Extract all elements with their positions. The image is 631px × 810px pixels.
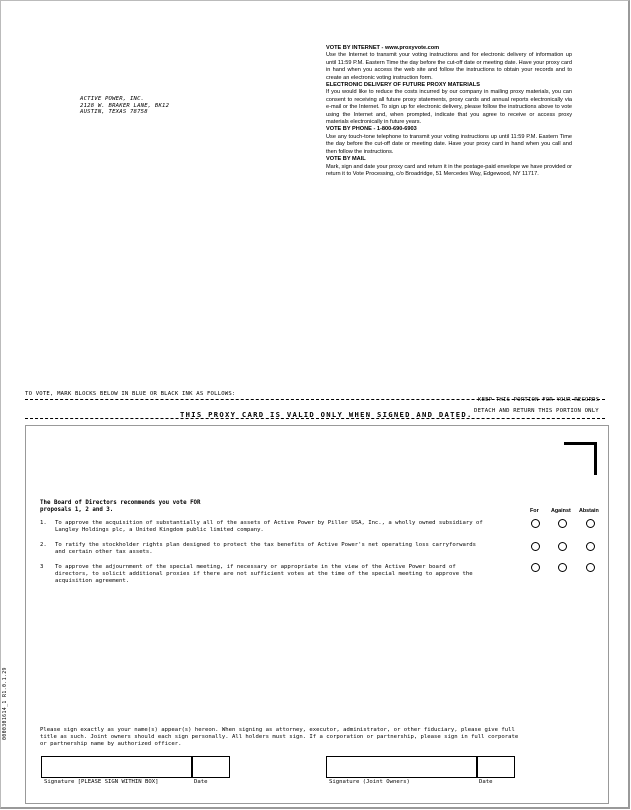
proposal-1-text: To approve the acquisition of substantially all of the assets of Active Power by Piller USA, Inc., a wholly owned subsidiary of Langley Holdings plc, a United Kingdom public limited company. [55,520,483,533]
date-2-label: Date [479,779,493,785]
electronic-delivery-text: If you would like to reduce the costs incurred by our company in mailing proxy materials, you can consent to receiving all future proxy statements, proxy cards and annual reports electronically via e-mail or the Internet. To sign up for electronic delivery, please follow the instructions above to vote using the Internet and, when prompted, indicate that you agree to receive or access proxy materials electronically in future years. [326,89,572,126]
column-for: For [530,508,539,514]
proposal-2-text: To ratify the stockholder rights plan designed to protect the tax benefits of Active Power's net operating loss carryforwards and certain other tax assets. [55,542,476,555]
board-line-1: The Board of Directors recommends you vote FOR [40,500,201,506]
proposal-3-against-checkbox[interactable] [558,563,567,572]
proposal-2-number: 2. [40,542,47,548]
proposal-1-for-checkbox[interactable] [531,519,540,528]
proposal-3-number: 3 [40,564,44,570]
valid-notice: THIS PROXY CARD IS VALID ONLY WHEN SIGNED AND DATED. [180,410,473,419]
divider-detach [25,418,605,419]
detach-portion-label: DETACH AND RETURN THIS PORTION ONLY [474,408,599,414]
vote-phone-heading: VOTE BY PHONE - 1-800-690-6903 [326,126,417,133]
vote-mail-text: Mark, sign and date your proxy card and return it in the postage-paid envelope we have provided or return it to Vote Processing, c/o Broadridge, 51 Mercedes Way, Edgewood, NY 11717. [326,163,572,177]
proposal-2-against-checkbox[interactable] [558,542,567,551]
address-line-3: AUSTIN, TEXAS 78758 [80,109,148,116]
proposal-1-number: 1. [40,520,47,526]
date-1-label: Date [194,779,208,785]
proposal-3-for-checkbox[interactable] [531,563,540,572]
board-recommendation [40,500,201,514]
signature-2-label: Signature (Joint Owners) [329,779,410,785]
mailing-address [80,96,169,116]
keep-portion-label: KEEP THIS PORTION FOR YOUR RECORDS [478,397,600,403]
address-line-2: 2128 W. BRAKER LANE, BK12 [80,102,170,109]
divider-top [25,399,605,400]
address-line-1: ACTIVE POWER, INC. [80,96,145,102]
proposal-1-abstain-checkbox[interactable] [586,519,595,528]
proposal-2-for-checkbox[interactable] [531,542,540,551]
signing-instructions: Please sign exactly as your name(s) appear(s) hereon. When signing as attorney, executor, administrator, or other fiduciary, please give full title as such. Joint owners should each sign personally. All holders must sign. If a corporation or partnership, please sign in full corporate or partnership name by authorized officer. [40,727,519,747]
column-against: Against [551,508,571,514]
proposal-1-against-checkbox[interactable] [558,519,567,528]
signature-1-label: Signature [PLEASE SIGN WITHIN BOX] [44,779,159,785]
vote-phone-text: Use any touch-tone telephone to transmit your voting instructions up until 11:59 P.M. Eastern Time the day before the cut-off date or meeting date. Have your proxy card in hand when you call and then follow the instructions. [326,133,572,155]
side-code: 0000301614_1 R1.0.1.29 [2,667,8,740]
proposal-2-abstain-checkbox[interactable] [586,542,595,551]
vote-internet-text: Use the Internet to transmit your voting instructions and for electronic delivery of information up until 11:59 P.M. Eastern Time the day before the cut-off date or meeting date. Have your proxy card in hand when you access the web site and follow the instructions to obtain your records and to create an electronic voting instruction form. [326,52,572,81]
voting-instructions [326,45,572,178]
vote-internet-heading: VOTE BY INTERNET - www.proxyvote.com [326,45,440,51]
electronic-delivery-heading: ELECTRONIC DELIVERY OF FUTURE PROXY MATERIALS [326,82,480,89]
date-box-2[interactable] [476,756,515,778]
signature-box-1[interactable] [41,756,193,778]
registration-mark [564,442,597,475]
signature-box-2[interactable] [326,756,478,778]
proposal-3-abstain-checkbox[interactable] [586,563,595,572]
board-line-2: proposals 1, 2 and 3. [40,507,114,513]
vote-mail-heading: VOTE BY MAIL [326,156,366,163]
date-box-1[interactable] [191,756,230,778]
column-abstain: Abstain [579,508,599,514]
proposal-3-text: To approve the adjournment of the special meeting, if necessary or appropriate in the view of the Active Power board of directors, to solicit additional proxies if there are not sufficient votes at the time of the special meeting to approve the acquisition agreement. [55,564,473,584]
ink-instructions: TO VOTE, MARK BLOCKS BELOW IN BLUE OR BLACK INK AS FOLLOWS: [25,391,236,397]
